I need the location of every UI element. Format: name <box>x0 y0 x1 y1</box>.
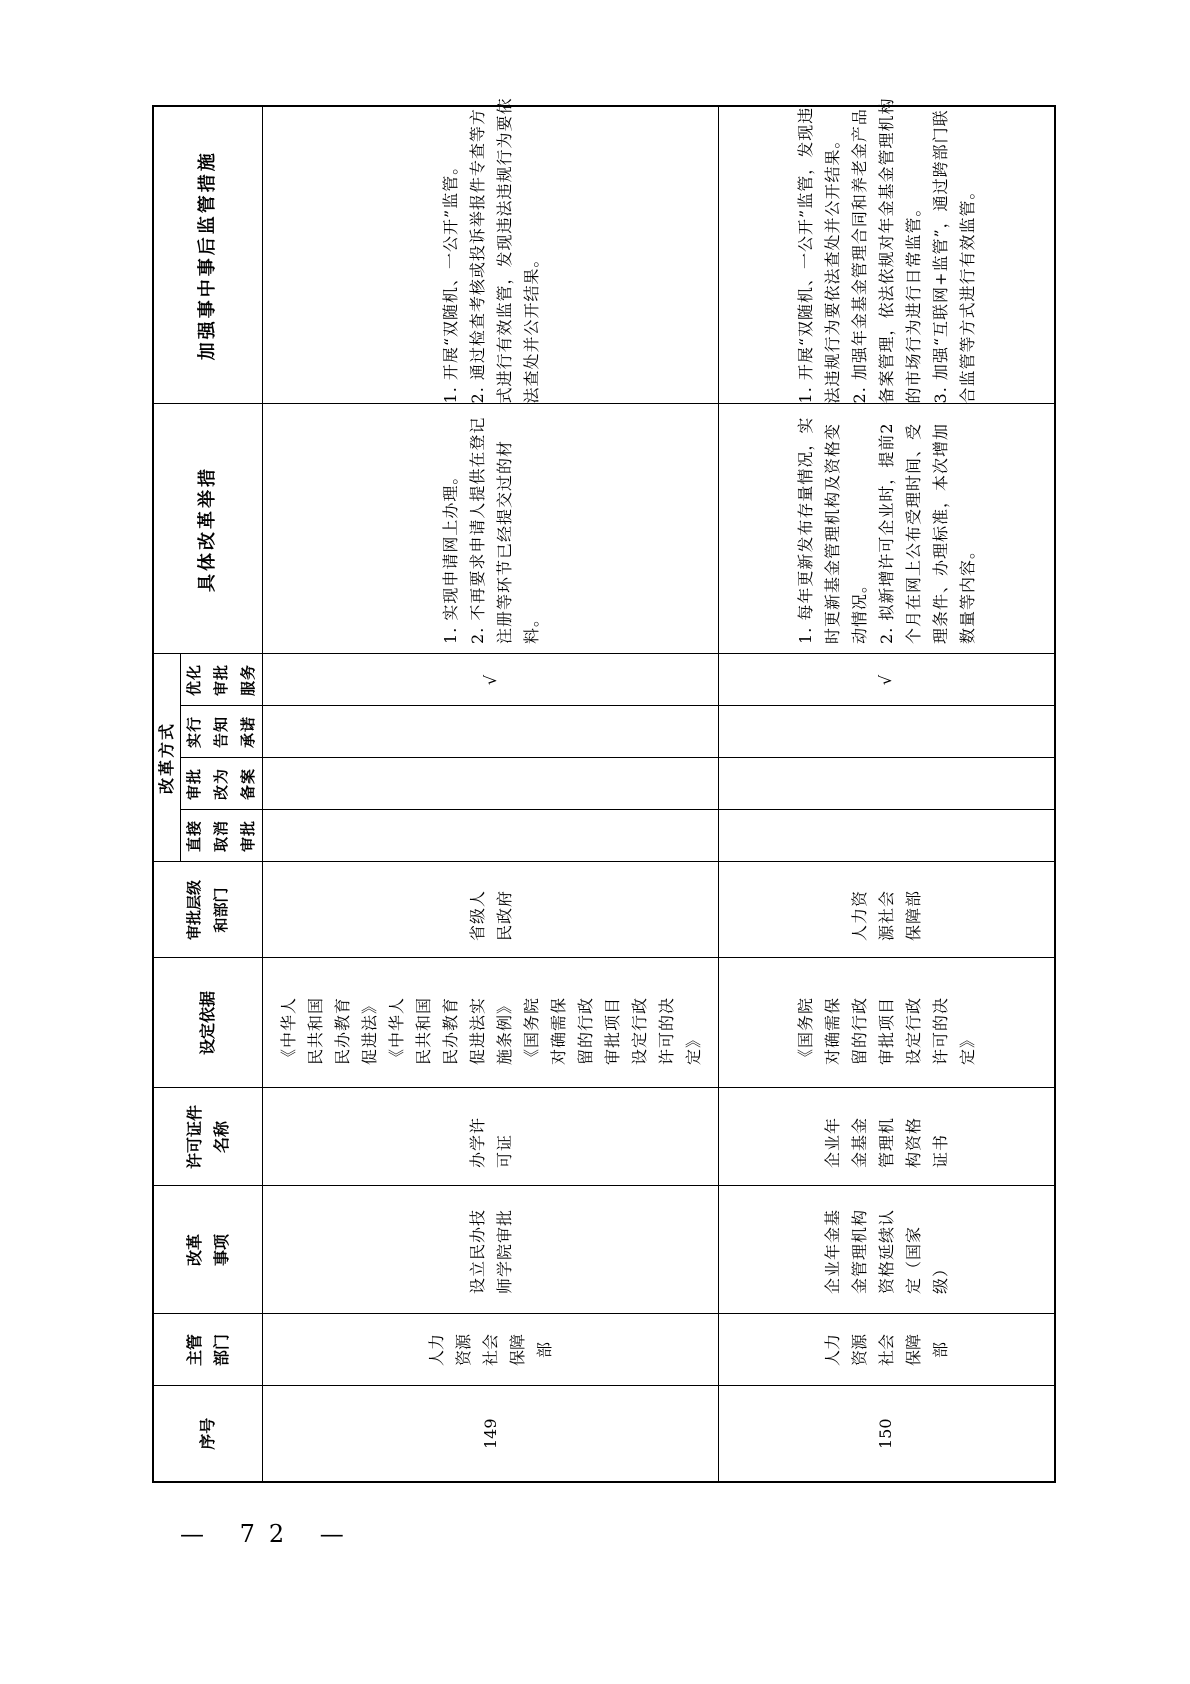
row-mode-cancel <box>263 810 719 862</box>
header-mode-notify: 实行告知承诺 <box>181 706 263 758</box>
reform-item: 2. 不再要求申请人提供在登记注册等环节已经提交过的材料。 <box>467 416 541 644</box>
row-mode-filing <box>719 758 1055 810</box>
row-item: 设立民办技师学院审批 <box>263 1186 719 1314</box>
header-dept: 主管部门 <box>153 1314 263 1386</box>
header-license: 许可证件名称 <box>153 1088 263 1186</box>
reform-item: 1. 每年更新发布存量情况，实时更新基金管理机构及资格变动情况。 <box>795 416 869 644</box>
row-supervision <box>263 97 719 404</box>
header-mode-filing: 审批改为备案 <box>181 758 263 810</box>
row-basis: 《中华人民共和国民办教育促进法》《中华人民共和国民办教育促进法实施条例》《国务院对确需保留的行政审批项目设定行政许可的决定》 <box>263 958 719 1088</box>
row-dept: 人力资源社会保障部 <box>719 1314 1055 1386</box>
row-mode-notify <box>719 706 1055 758</box>
row-mode-cancel <box>719 810 1055 862</box>
header-level: 审批层级和部门 <box>153 862 263 958</box>
header-seq: 序号 <box>153 1386 263 1482</box>
row-basis: 《国务院对确需保留的行政审批项目设定行政许可的决定》 <box>719 958 1055 1088</box>
row-mode-filing <box>263 758 719 810</box>
row-dept: 人力资源社会保障部 <box>263 1314 719 1386</box>
reform-item: 1. 实现申请网上办理。 <box>440 467 460 644</box>
supervision-item: 1. 开展“双随机、一公开”监管。 <box>440 157 460 404</box>
header-reform-measures: 具体改革举措 <box>153 404 263 654</box>
row-license: 办学许可证 <box>263 1088 719 1186</box>
row-level: 人力资源社会保障部 <box>719 862 1055 958</box>
row-license: 企业年金基金管理机构资格证书 <box>719 1088 1055 1186</box>
row-level: 省级人民政府 <box>263 862 719 958</box>
header-supervision-measures: 加强事中事后监管措施 <box>153 106 263 404</box>
header-basis: 设定依据 <box>153 958 263 1088</box>
row-seq: 149 <box>263 1386 719 1482</box>
header-reform-mode: 改革方式 <box>153 654 181 862</box>
table-row <box>719 106 1055 1482</box>
rotated-table-wrapper <box>152 97 1040 1483</box>
row-mode-notify <box>263 706 719 758</box>
approval-reform-table <box>152 97 1056 1483</box>
row-mode-optimize: √ <box>263 654 719 706</box>
row-item: 企业年金基金管理机构资格延续认定（国家级） <box>719 1186 1055 1314</box>
row-mode-optimize: √ <box>719 654 1055 706</box>
reform-item: 2. 拟新增许可企业时，提前2个月在网上公布受理时间、受理条件、办理标准，本次增加数量等内容。 <box>876 422 977 644</box>
row-reform <box>263 404 719 654</box>
table-row <box>263 106 719 1482</box>
row-seq: 150 <box>719 1386 1055 1482</box>
supervision-item: 3. 加强“互联网+监管”，通过跨部门联合监管等方式进行有效监管。 <box>930 109 977 404</box>
supervision-item: 1. 开展“双随机、一公开”监管，发现违法违规行为要依法查处并公开结果。 <box>795 106 842 404</box>
supervision-item: 2. 通过检查考核或投诉举报件专查等方式进行有效监管，发现违法违规行为要依法查处并公开结果。 <box>467 97 541 404</box>
page-number: — 72 — <box>180 1520 358 1548</box>
header-item: 改革事项 <box>153 1186 263 1314</box>
row-supervision <box>719 97 1055 404</box>
row-reform <box>719 404 1055 654</box>
header-mode-cancel: 直接取消审批 <box>181 810 263 862</box>
header-mode-optimize: 优化审批服务 <box>181 654 263 706</box>
supervision-item: 2. 加强年金基金管理合同和养老金产品备案管理，依法依规对年金基金管理机构的市场行为进行日常监管。 <box>849 97 923 404</box>
